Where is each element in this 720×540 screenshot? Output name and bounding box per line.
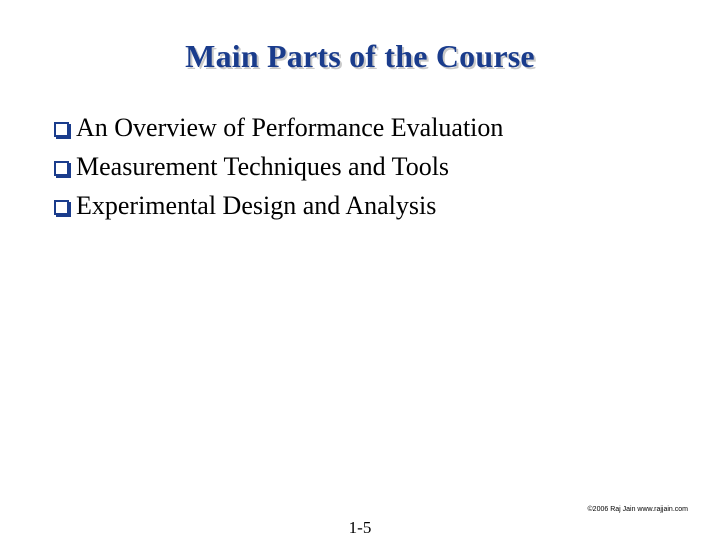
bullet-item: [8, 108, 503, 147]
bullet-item: [8, 147, 503, 186]
bullet-item: [8, 186, 503, 225]
square-bullet-icon: [54, 122, 69, 137]
bullet-text: Experimental Design and Analysis: [76, 190, 437, 220]
slide-title: Main Parts of the Course: [185, 38, 535, 74]
bullet-text: An Overview of Performance Evaluation: [76, 112, 504, 142]
square-bullet-icon: [54, 161, 69, 176]
bullet-text: Measurement Techniques and Tools: [76, 151, 450, 181]
square-bullet-icon: [54, 200, 69, 215]
page-number: 1-5: [348, 518, 372, 537]
bullet-list: [8, 108, 503, 225]
copyright-notice: ©2006 Raj Jain www.rajjain.com: [587, 506, 688, 513]
